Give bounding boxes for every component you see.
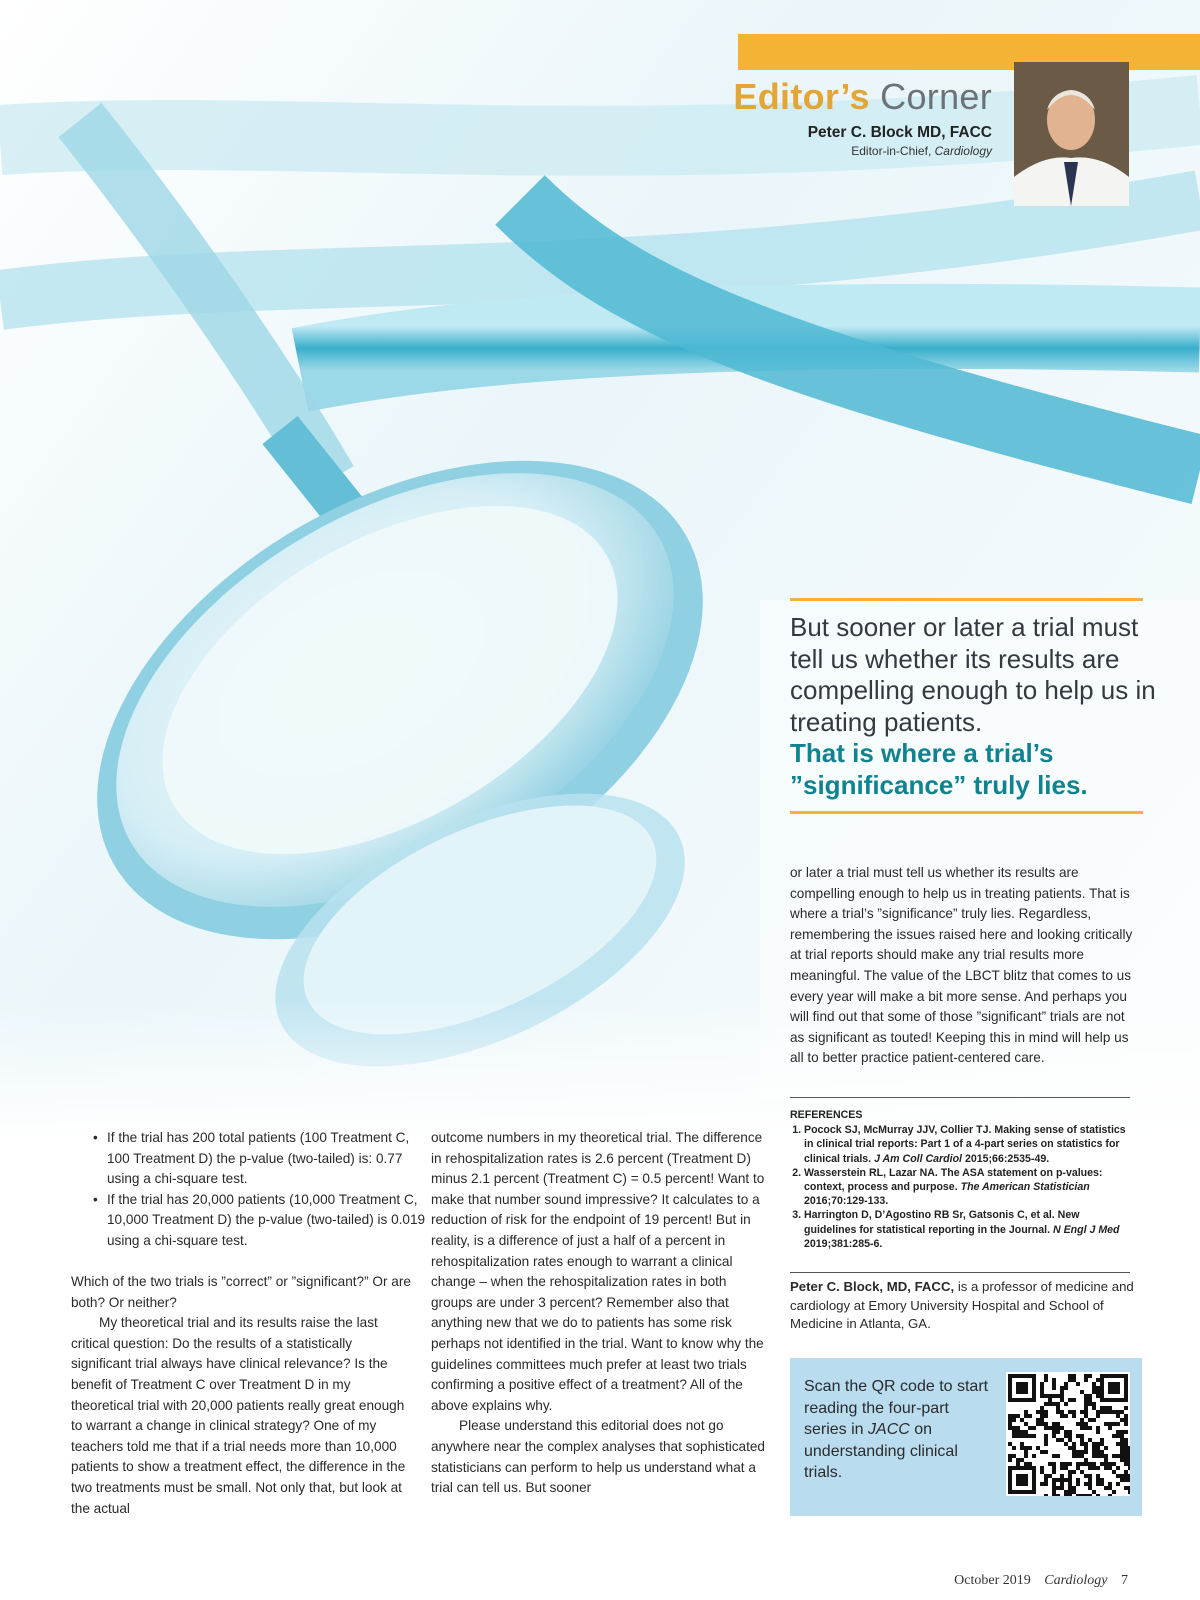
author-bio [790,1278,1135,1334]
reference-journal: N Engl J Med [1053,1223,1120,1236]
qr-text-journal: JACC [868,1421,910,1438]
qr-code-image[interactable] [1006,1372,1130,1496]
page-footer [954,1573,1128,1589]
reference-item [804,1208,1130,1251]
bullet-item: • If the trial has 20,000 patients (10,000 Treatment C, 10,000 Treatment D) the p-value (two-tailed) is 0.019 using a chi-square test. [92,1190,432,1252]
paragraph: My theoretical trial and its results raise the last critical question: Do the results of a statistically significant trial always have clinical relevance? Is the benefit of Treatment C over Treatment D in my theoretical trial with 20,000 patients really great enough to warrant a change in clinical strategy? One of my teachers told me that if a trial needs more than 10,000 patients to show a treatment effect, the difference in the two treatments must be small. Not only that, but look at the actual [71,1315,406,1516]
page-number: 7 [1121,1573,1128,1588]
reference-citation: 2016;70:129-133. [804,1195,889,1208]
reference-item [804,1166,1130,1209]
header-accent-bar [738,34,1200,70]
reference-text: Wasserstein RL, Lazar NA. The ASA statement on p-values: context, process and purpose. [804,1166,1103,1194]
reference-journal: The American Statistician [960,1181,1090,1194]
reference-item [804,1123,1130,1166]
qr-text-before: Scan the QR code to start reading the four-part series in [804,1378,989,1438]
author-role-publication: Cardiology [934,144,992,158]
paragraph: Please understand this editorial does not go anywhere near the complex analyses that sophisticated statisticians can perform to help us understand what a trial can tell us. But sooner [431,1418,765,1496]
references-heading: REFERENCES [790,1109,863,1121]
reference-citation: 2015;66:2535-49. [964,1152,1050,1165]
author-name: Peter C. Block MD, FACC [807,124,992,141]
section-title-part2: Corner [880,76,992,117]
article-text-right-column: or later a trial must tell us whether its results are compelling enough to help us in treating patients. That is where a trial’s ”significance” truly lies. Regardless, remembering the issues raised here and looking critically at trial reports should make any trial results more meaningful. The value of the LBCT blitz that comes to us every year will make a bit more sense. And perhaps you will find out that some of those ”significant” trials are not as significant as touted! Keeping this in mind will help us all to better practice patient-centered care. [790,865,1133,1066]
references [790,1108,1130,1251]
bio-text: is a professor of medicine and cardiology at Emory University Hospital and School of Medicine in Atlanta, GA. [790,1279,1134,1332]
article-text-column-1 [71,1272,416,1519]
references-rule [790,1097,1130,1098]
reference-text: Pocock SJ, McMurray JJV, Collier TJ. Making sense of statistics in clinical trial reports: Part 1 of a 4-part series on statistics for clinical trials. [804,1124,1126,1165]
reference-text: Harrington D, D’Agostino RB Sr, Gatsonis C, et al. New guidelines for statistical reporting in the Journal. [804,1209,1080,1236]
section-title-part1: Editor’s [733,76,870,117]
article-text-column-2 [431,1128,771,1499]
author-photo [1014,62,1129,206]
author-role-text: Editor-in-Chief, [851,144,932,158]
qr-text-after: on understanding clinical trials. [804,1421,958,1481]
paragraph: outcome numbers in my theoretical trial. The difference in rehospitalization rates is 2.6 percent (Treatment D) minus 2.1 percent (Treatment C) = 0.5 percent! Want to make that number sound impressive? It calculates to a reduction of risk for the endpoint of 19 percent! But in reality, is a difference of just a half of a percent in rehospitalization rates enough to warrant a clinical change – when the rehospitalization rates in both groups are under 3 percent? Remember also that anything new that we do to patients has some risk perhaps not identified in the trial. Want to know why the guidelines committees much prefer at least two trials confirming a positive effect of a treatment? All of the above explains why. [431,1130,765,1413]
paragraph: Which of the two trials is ”correct” or ”significant?” Or are both? Or neither? [71,1274,411,1310]
pull-quote-top-rule [790,598,1143,601]
bullet-list [92,1128,432,1252]
footer-date: October 2019 [954,1573,1031,1588]
reference-citation: 2019;381:285-6. [804,1237,883,1250]
section-title [733,76,992,118]
pull-quote [790,612,1160,801]
pull-quote-emphasis: That is where a trial’s ”significance” truly lies. [790,738,1088,800]
qr-callout-text [804,1376,994,1484]
pull-quote-text: But sooner or later a trial must tell us whether its results are compelling enough to help us in treating patients. [790,612,1156,737]
pull-quote-bottom-rule [790,811,1143,814]
bio-rule [790,1272,1130,1273]
bullet-item: • If the trial has 200 total patients (100 Treatment C, 100 Treatment D) the p-value (two-tailed) is: 0.77 using a chi-square test. [92,1128,432,1190]
footer-publication: Cardiology [1044,1573,1108,1588]
bio-name: Peter C. Block, MD, FACC, [790,1279,955,1294]
qr-callout-box [790,1358,1142,1516]
author-role [851,144,992,158]
reference-journal: J Am Coll Cardiol [874,1152,962,1165]
